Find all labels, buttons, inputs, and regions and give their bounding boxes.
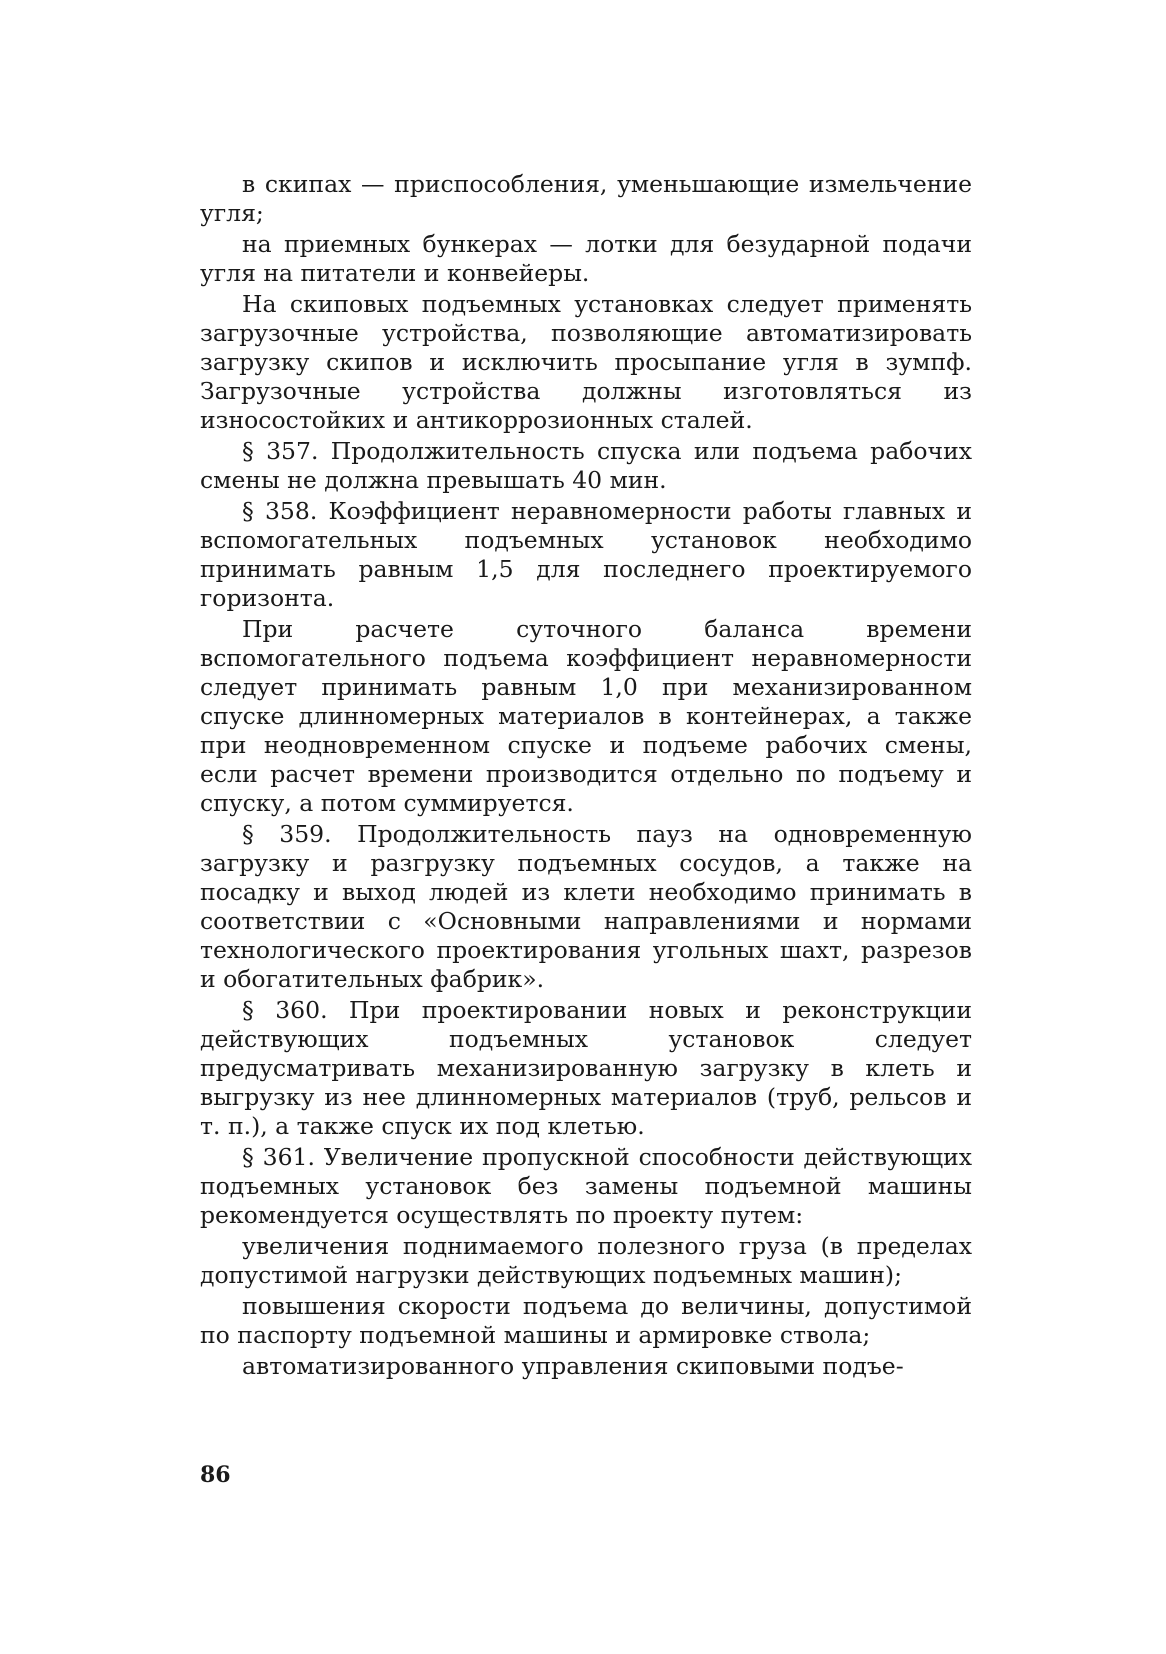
list-item-payload: увеличения поднимаемого полезного груза (в пределах допустимой нагрузки действующих подъемных машин); <box>200 1232 972 1289</box>
paragraph-daily-balance: При расчете суточного баланса времени вспомогательного подъема коэффициент неравномерности следует принимать равным 1,0 при механизированном спуске длинномерных материалов в контейнерах, а также при неодновременном спуске и подъеме рабочих смены, если расчет времени производится отдельно по подъему и спуску, а потом суммируется. <box>200 615 972 817</box>
list-item-automation: автоматизированного управления скиповыми подъе- <box>242 1352 904 1380</box>
paragraph-section-360: § 360. При проектировании новых и реконструкции действующих подъемных установок следует предусматривать механизированную загрузку в клеть и выгрузку из нее длинномерных материалов (труб, рельсов и т. п.), а также спуск их под клетью. <box>200 996 972 1140</box>
paragraph-section-357: § 357. Продолжительность спуска или подъема рабочих смены не должна превышать 40 мин. <box>200 437 972 494</box>
paragraph-loading-devices: На скиповых подъемных установках следует применять загрузочные устройства, позволяющие автоматизировать загрузку скипов и исключить просыпание угля в зумпф. Загрузочные устройства должны изготовляться из износостойких и антикоррозионных сталей. <box>200 290 972 434</box>
paragraph-section-359: § 359. Продолжительность пауз на одновременную загрузку и разгрузку подъемных сосудов, а также на посадку и выход людей из клети необходимо принимать в соответствии с «Основными направлениями и нормами технологического проектирования угольных шахт, разрезов и обогатительных фабрик». <box>200 820 972 993</box>
paragraph-receiving-bunkers: на приемных бункерах — лотки для безударной подачи угля на питатели и конвейеры. <box>200 230 972 287</box>
paragraph-section-361: § 361. Увеличение пропускной способности действующих подъемных установок без замены подъемной машины рекомендуется осуществлять по проекту путем: <box>200 1143 972 1229</box>
page-body <box>200 170 972 1383</box>
paragraph-section-358: § 358. Коэффициент неравномерности работы главных и вспомогательных подъемных установок необходимо принимать равным 1,5 для последнего проектируемого горизонта. <box>200 497 972 612</box>
paragraph-skip-devices: в скипах — приспособления, уменьшающие измельчение угля; <box>200 170 972 227</box>
list-item-speed: повышения скорости подъема до величины, допустимой по паспорту подъемной машины и армировке ствола; <box>200 1292 972 1349</box>
page-number: 86 <box>200 1462 231 1488</box>
